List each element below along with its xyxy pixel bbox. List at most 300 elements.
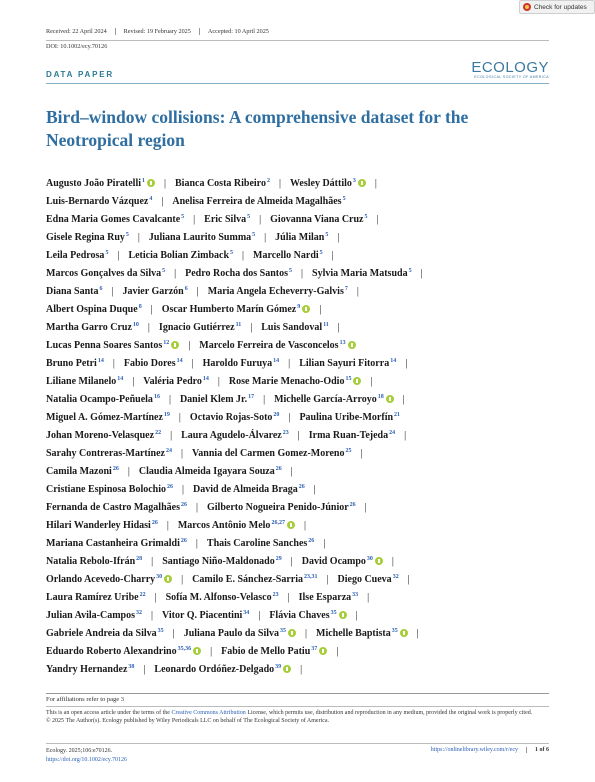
author-line [46, 229, 556, 247]
author-separator: | [313, 484, 316, 495]
author-name: Marcello Nardi [253, 250, 319, 261]
author [162, 610, 249, 621]
author-line [46, 373, 556, 391]
author-separator: | [180, 448, 183, 459]
orcid-icon[interactable] [400, 629, 408, 637]
affiliation-ref[interactable]: 39 [275, 664, 282, 670]
license-divider [46, 706, 549, 707]
author-line [46, 391, 556, 409]
author-name: Octavio Rojas-Soto [189, 412, 273, 423]
author-line [46, 265, 556, 283]
footer-right [431, 747, 549, 753]
affiliation-ref[interactable]: 5 [252, 232, 256, 238]
author [299, 358, 396, 369]
author-separator: | [164, 178, 167, 189]
orcid-icon[interactable] [164, 575, 172, 583]
orcid-icon[interactable] [288, 629, 296, 637]
author-name: Camilo E. Sánchez-Sarria [192, 574, 303, 585]
author-name: Claudia Almeida Igayara Souza [138, 466, 275, 477]
author-separator: | [161, 196, 164, 207]
affiliation-ref[interactable]: 14 [202, 376, 209, 382]
author [190, 412, 280, 423]
author-separator: | [111, 286, 114, 297]
author-name: Camila Mazoni [46, 466, 112, 477]
author [166, 592, 279, 603]
orcid-icon[interactable] [171, 341, 179, 349]
author-separator: | [143, 664, 146, 675]
crossmark-icon [523, 3, 531, 11]
affiliation-ref[interactable]: 19 [163, 412, 170, 418]
author [46, 610, 142, 621]
affiliation-ref[interactable]: 5 [342, 196, 346, 202]
author-separator: | [391, 556, 394, 567]
author-name: Javier Garzón [122, 286, 184, 297]
author-separator: | [170, 430, 173, 441]
author-name: Ilse Esparza [298, 592, 352, 603]
author-separator: | [174, 268, 177, 279]
author-line [46, 571, 556, 589]
affiliation-ref[interactable]: 35 [157, 628, 164, 634]
author-name: Fernanda de Castro Magalhães [46, 502, 180, 513]
author [274, 394, 394, 405]
author-name: Hilari Wanderley Hidasi [46, 520, 151, 531]
author-separator: | [356, 286, 359, 297]
author-separator: | [263, 394, 266, 405]
affiliation-ref[interactable]: 26 [112, 466, 119, 472]
affiliation-ref[interactable]: 30 [366, 556, 373, 562]
author-line [46, 283, 556, 301]
author-name: Laura Ramírez Uribe [46, 592, 139, 603]
author [204, 214, 250, 225]
author-name: Maria Angela Echeverry-Galvis [207, 286, 344, 297]
author-separator: | [259, 214, 262, 225]
affiliation-ref[interactable]: 26 [180, 502, 187, 508]
license-text [46, 709, 551, 725]
author [46, 394, 160, 405]
author-name: Mariana Castanheira Grimaldi [46, 538, 180, 549]
affiliation-ref[interactable]: 5 [364, 214, 368, 220]
author-separator: | [217, 376, 220, 387]
author [180, 394, 254, 405]
affiliation-ref[interactable]: 13 [339, 340, 346, 346]
affiliation-ref[interactable]: 35 [391, 628, 398, 634]
affiliation-ref[interactable]: 5 [230, 250, 234, 256]
affiliation-ref[interactable]: 25 [345, 448, 352, 454]
footer-citation: Ecology. 2025;106:e70126. [46, 748, 113, 754]
author-separator: | [305, 628, 308, 639]
affiliation-ref[interactable]: 24 [389, 430, 396, 436]
author-separator: | [319, 304, 322, 315]
author-separator: | [193, 214, 196, 225]
affiliation-ref[interactable]: 5 [162, 268, 166, 274]
orcid-icon[interactable] [287, 521, 295, 529]
affiliation-ref[interactable]: 32 [392, 574, 399, 580]
affiliation-ref[interactable]: 21 [394, 412, 401, 418]
author [46, 178, 155, 189]
affiliation-ref[interactable]: 5 [105, 250, 109, 256]
author-separator: | [127, 466, 130, 477]
author [46, 556, 142, 567]
author-list [46, 175, 556, 679]
author-separator: | [250, 322, 253, 333]
author-name: Juliana Paulo da Silva [183, 628, 279, 639]
affiliation-ref[interactable]: 30 [156, 574, 163, 580]
affiliation-ref[interactable]: 26 [167, 484, 174, 490]
author [178, 520, 295, 531]
author [338, 574, 399, 585]
author [46, 574, 172, 585]
affiliation-ref[interactable]: 14 [390, 358, 397, 364]
article-doi[interactable]: DOI: 10.1002/ecy.70126 [46, 43, 108, 50]
author-separator: | [303, 520, 306, 531]
author-name: Anelisa Ferreira de Almeida Magalhães [172, 196, 342, 207]
affiliation-ref[interactable]: 14 [176, 358, 183, 364]
author-name: Lucas Penna Soares Santos [46, 340, 163, 351]
author-separator: | [405, 358, 408, 369]
affiliation-ref[interactable]: 5 [319, 250, 323, 256]
author [123, 286, 188, 297]
author-separator: | [191, 358, 194, 369]
author [46, 304, 142, 315]
author-name: Yandry Hernandez [46, 664, 128, 675]
author [46, 646, 201, 657]
author [46, 412, 170, 423]
author [143, 376, 209, 387]
footer-citation-block [46, 747, 127, 765]
orcid-icon[interactable] [353, 377, 361, 385]
author-name: Daniel Klem Jr. [179, 394, 248, 405]
author-separator: | [337, 322, 340, 333]
author [316, 628, 408, 639]
affiliation-ref[interactable]: 6 [184, 286, 188, 292]
author [46, 196, 152, 207]
author [159, 322, 241, 333]
author-name: Natalia Ocampo-Peñuela [46, 394, 153, 405]
author-separator: | [364, 502, 367, 513]
journal-logo-society: ECOLOGICAL SOCIETY OF AMERICA [474, 75, 549, 79]
author-line [46, 427, 556, 445]
author-separator: | [132, 376, 135, 387]
affiliation-ref[interactable]: 26 [308, 538, 315, 544]
author-name: Luis Sandoval [261, 322, 323, 333]
orcid-icon[interactable] [283, 665, 291, 673]
author-line [46, 589, 556, 607]
author-separator: | [137, 232, 140, 243]
orcid-icon[interactable] [339, 611, 347, 619]
affiliation-ref[interactable]: 11 [323, 322, 329, 328]
affiliation-ref[interactable]: 35,36 [177, 646, 192, 652]
author [192, 574, 317, 585]
author-name: Fabio de Mello Patiu [221, 646, 311, 657]
author-name: Irma Ruan-Tejeda [308, 430, 389, 441]
received-date: Received: 22 April 2024 [46, 28, 107, 35]
author [46, 664, 134, 675]
author-separator: | [117, 250, 120, 261]
affiliation-ref[interactable]: 9 [297, 304, 301, 310]
license-link[interactable]: Creative Commons Attribution [171, 710, 246, 716]
author-separator: | [264, 232, 267, 243]
author [46, 250, 108, 261]
affiliation-ref[interactable]: 14 [273, 358, 280, 364]
affiliation-ref[interactable]: 38 [128, 664, 135, 670]
author-separator: | [376, 214, 379, 225]
author-separator: | [166, 520, 169, 531]
author-name: Julian Avila-Campos [46, 610, 135, 621]
author-separator: | [360, 448, 363, 459]
affiliation-ref[interactable]: 35 [330, 610, 337, 616]
author [46, 502, 187, 513]
author-name: Santiago Niño-Maldonado [162, 556, 275, 567]
author-separator: | [337, 232, 340, 243]
affiliation-ref[interactable]: 37 [311, 646, 318, 652]
author-name: Miguel A. Gómez-Martínez [46, 412, 163, 423]
affiliation-ref[interactable]: 33 [352, 592, 359, 598]
author [46, 358, 104, 369]
author [175, 178, 270, 189]
author-name: David Ocampo [301, 556, 366, 567]
affiliation-ref[interactable]: 26 [349, 502, 356, 508]
affiliation-ref[interactable]: 15 [345, 376, 352, 382]
orcid-icon[interactable] [386, 395, 394, 403]
author [181, 430, 289, 441]
affiliation-ref[interactable]: 26 [151, 520, 158, 526]
author-separator: | [288, 358, 291, 369]
author [46, 322, 139, 333]
author [46, 268, 165, 279]
check-for-updates-badge[interactable] [519, 0, 595, 14]
orcid-icon[interactable] [358, 179, 366, 187]
author-separator: | [331, 250, 334, 261]
author [229, 376, 362, 387]
author [46, 592, 146, 603]
author-separator: | [112, 358, 115, 369]
revised-date: Revised: 19 February 2025 [115, 28, 199, 35]
author-name: Giovanna Viana Cruz [270, 214, 364, 225]
author-separator: | [367, 592, 370, 603]
author [269, 610, 346, 621]
section-label: DATA PAPER [46, 70, 114, 79]
author-separator: | [416, 628, 419, 639]
affiliation-ref[interactable]: 16 [153, 394, 160, 400]
author-name: Orlando Acevedo-Charry [46, 574, 156, 585]
affiliation-ref[interactable]: 18 [377, 394, 384, 400]
footnote-divider [46, 693, 549, 694]
author-name: Marcos Antônio Melo [177, 520, 271, 531]
author-name: Flávia Chaves [269, 610, 330, 621]
author-name: Leticia Bolian Zimback [128, 250, 230, 261]
section-divider [46, 83, 549, 84]
author-line [46, 211, 556, 229]
affiliation-ref[interactable]: 32 [136, 610, 142, 616]
author [46, 430, 161, 441]
orcid-icon[interactable] [193, 647, 201, 655]
author-name: Vannia del Carmen Gomez-Moreno [191, 448, 345, 459]
affiliation-ref[interactable]: 22 [155, 430, 162, 436]
author [46, 484, 173, 495]
author-separator: | [168, 394, 171, 405]
author-separator: | [150, 304, 153, 315]
author-separator: | [147, 322, 150, 333]
author [46, 466, 119, 477]
author-separator: | [336, 646, 339, 657]
journal-url-link[interactable]: https://onlinelibrary.wiley.com/r/ecy [431, 747, 527, 753]
author-line [46, 535, 556, 553]
affiliation-ref[interactable]: 5 [408, 268, 412, 274]
author-name: Pedro Rocha dos Santos [185, 268, 288, 279]
footer-divider [46, 743, 549, 744]
author [184, 628, 296, 639]
affiliation-ref[interactable]: 8 [138, 304, 142, 310]
author-line [46, 643, 556, 661]
orcid-icon[interactable] [147, 179, 155, 187]
affiliation-ref[interactable]: 2 [266, 178, 270, 184]
author-separator: | [151, 610, 154, 621]
orcid-icon[interactable] [348, 341, 356, 349]
affiliation-ref[interactable]: 5 [325, 232, 329, 238]
author-separator: | [195, 502, 198, 513]
author-line [46, 481, 556, 499]
affiliation-ref[interactable]: 5 [181, 214, 185, 220]
affiliation-ref[interactable]: 24 [165, 448, 172, 454]
author-line [46, 661, 556, 679]
author [275, 232, 328, 243]
footer-doi-link[interactable]: https://doi.org/10.1002/ecy.70126 [46, 757, 127, 763]
author-name: Wesley Dáttilo [289, 178, 352, 189]
affiliation-ref[interactable]: 26 [275, 466, 282, 472]
affiliation-ref[interactable]: 23 [282, 430, 289, 436]
author-separator: | [242, 250, 245, 261]
affiliation-ref[interactable]: 6 [99, 286, 103, 292]
orcid-icon[interactable] [375, 557, 383, 565]
journal-logo[interactable] [471, 59, 549, 79]
author-separator: | [301, 268, 304, 279]
affiliation-ref[interactable]: 22 [139, 592, 146, 598]
author [128, 250, 233, 261]
affiliation-ref[interactable]: 10 [132, 322, 139, 328]
header-divider [46, 40, 549, 41]
license-after-link: License, which permits use, distribution and reproduction in any medium, provided the original work is properly cited. [245, 710, 533, 716]
author-line [46, 553, 556, 571]
author [172, 196, 345, 207]
affiliation-ref[interactable]: 26,27 [271, 520, 285, 526]
article-title: Bird–window collisions: A comprehensive dataset for the Neotropical region [46, 107, 469, 150]
affiliation-ref[interactable]: 23 [272, 592, 279, 598]
author-name: Ignacio Gutiérrez [158, 322, 235, 333]
author-line [46, 319, 556, 337]
author-separator: | [172, 628, 175, 639]
author-name: Michelle Baptista [316, 628, 391, 639]
affiliation-ref[interactable]: 12 [163, 340, 170, 346]
author-line [46, 409, 556, 427]
author-name: Júlia Milan [275, 232, 325, 243]
author-separator: | [181, 574, 184, 585]
accepted-date: Accepted: 10 April 2025 [199, 28, 277, 35]
author-name: Marcelo Ferreira de Vasconcelos [199, 340, 339, 351]
affiliation-ref[interactable]: 20 [273, 412, 280, 418]
author-separator: | [196, 286, 199, 297]
author-line [46, 247, 556, 265]
author-name: Liliane Milanelo [46, 376, 117, 387]
author-name: David de Almeida Braga [193, 484, 298, 495]
author-separator: | [151, 556, 154, 567]
author-name: Bruno Petri [46, 358, 97, 369]
author [46, 448, 172, 459]
author-name: Gabriele Andreia da Silva [46, 628, 157, 639]
author-separator: | [287, 592, 290, 603]
affiliations-note: For affiliations refer to page 3 [46, 696, 125, 703]
affiliation-ref[interactable]: 7 [344, 286, 348, 292]
author-line [46, 355, 556, 373]
affiliation-ref[interactable]: 14 [97, 358, 104, 364]
author-line [46, 607, 556, 625]
author [162, 556, 282, 567]
author [299, 592, 359, 603]
author-name: Albert Ospina Duque [46, 304, 138, 315]
affiliation-ref[interactable]: 5 [125, 232, 129, 238]
author-separator: | [290, 556, 293, 567]
author-line [46, 445, 556, 463]
author-separator: | [300, 664, 303, 675]
author [46, 232, 129, 243]
author-separator: | [326, 574, 329, 585]
affiliation-ref[interactable]: 17 [248, 394, 255, 400]
author-name: Leila Pedrosa [46, 250, 105, 261]
author-name: Luis-Bernardo Vázquez [46, 196, 149, 207]
author-separator: | [420, 268, 423, 279]
author-separator: | [323, 538, 326, 549]
affiliation-ref[interactable]: 11 [235, 322, 242, 328]
author [46, 538, 187, 549]
affiliation-ref[interactable]: 35 [280, 628, 286, 634]
author [46, 340, 179, 351]
author-separator: | [374, 178, 377, 189]
author-separator: | [258, 610, 261, 621]
author-name: Vitor Q. Piacentini [162, 610, 243, 621]
orcid-icon[interactable] [302, 305, 310, 313]
author-separator: | [407, 574, 410, 585]
author-name: Leonardo Ordóñez-Delgado [154, 664, 275, 675]
journal-logo-name: ECOLOGY [471, 59, 549, 76]
affiliation-ref[interactable]: 26 [298, 484, 305, 490]
author-name: Gilberto Nogueira Penido-Júnior [207, 502, 349, 513]
author-name: Augusto João Piratelli [46, 178, 141, 189]
author-separator: | [278, 178, 281, 189]
author-line [46, 301, 556, 319]
affiliation-ref[interactable]: 4 [149, 196, 153, 202]
author-name: Bianca Costa Ribeiro [175, 178, 266, 189]
author [192, 448, 352, 459]
author-name: Sylvia Maria Matsuda [312, 268, 408, 279]
author-line [46, 625, 556, 643]
affiliation-ref[interactable]: 5 [247, 214, 251, 220]
affiliation-ref[interactable]: 23,31 [304, 574, 318, 580]
author [124, 358, 183, 369]
author-name: Johan Moreno-Velasquez [46, 430, 155, 441]
affiliation-ref[interactable]: 34 [243, 610, 250, 616]
affiliation-ref[interactable]: 1 [142, 178, 145, 184]
affiliation-ref[interactable]: 29 [275, 556, 282, 562]
author-name: Paulina Uribe-Morfín [299, 412, 394, 423]
author-separator: | [290, 466, 293, 477]
affiliation-ref[interactable]: 28 [136, 556, 143, 562]
orcid-icon[interactable] [319, 647, 327, 655]
affiliation-ref[interactable]: 14 [117, 376, 124, 382]
author-name: Eduardo Roberto Alexandrino [46, 646, 177, 657]
affiliation-ref[interactable]: 3 [352, 178, 356, 184]
affiliation-ref[interactable]: 26 [180, 538, 187, 544]
author-name: Diana Santa [46, 286, 99, 297]
affiliation-ref[interactable]: 5 [289, 268, 292, 274]
